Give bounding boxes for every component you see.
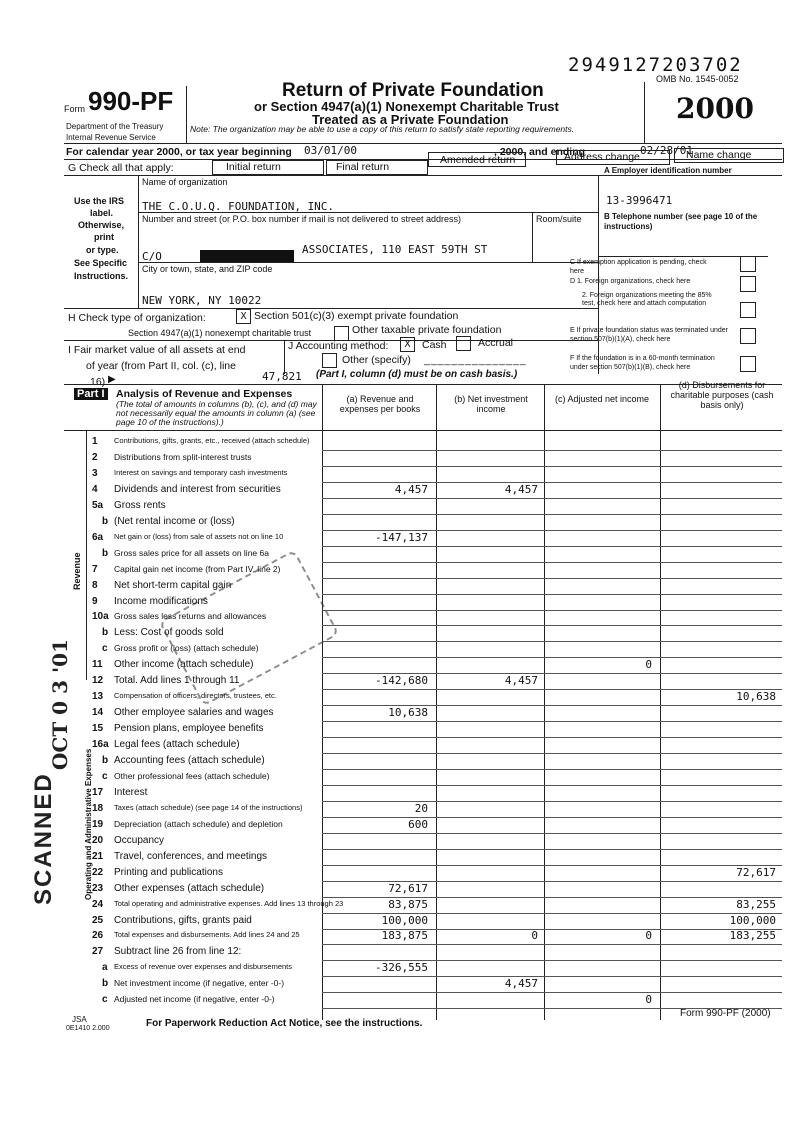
name-change-label: Name change — [686, 149, 752, 161]
row-rule — [322, 817, 782, 818]
line-number: 4 — [92, 484, 98, 495]
expenses-side-label: Operating and Administrative Expenses — [84, 748, 93, 900]
g-check-label: G Check all that apply: — [68, 162, 174, 174]
line-number: 27 — [92, 946, 104, 957]
line-label: Other income (attach schedule) — [114, 659, 254, 670]
c-exemption-checkbox[interactable] — [740, 256, 756, 272]
h-4947-label: Section 4947(a)(1) nonexempt charitable trust — [128, 328, 312, 338]
j-accounting-label: J Accounting method: — [288, 340, 389, 352]
row-rule — [322, 562, 782, 563]
row-rule — [322, 737, 782, 738]
row-rule — [322, 498, 782, 499]
initial-return-label: Initial return — [226, 161, 281, 173]
line-number: 22 — [92, 867, 104, 878]
use-irs-label-4: print — [94, 232, 114, 242]
street-prefix[interactable]: C/O — [142, 250, 162, 263]
amount-col-c[interactable]: 0 — [645, 929, 652, 942]
row-rule — [322, 514, 782, 515]
amount-col-a[interactable]: 20 — [414, 802, 428, 815]
amount-col-d[interactable]: 83,255 — [736, 898, 776, 911]
row-rule — [322, 865, 782, 866]
amount-col-b[interactable]: 4,457 — [504, 674, 538, 687]
line-label: Contributions, gifts, grants, etc., received (attach schedule) — [114, 436, 310, 445]
i-fmv-label-3: 16) — [90, 376, 106, 388]
line-number: b — [102, 978, 109, 989]
d1-foreign-label: D 1. Foreign organizations, check here — [570, 278, 691, 285]
department-label: Department of the Treasury — [66, 122, 164, 131]
line-number: 11 — [92, 659, 103, 670]
line-number: 24 — [92, 899, 104, 910]
part1-subtitle: (The total of amounts in columns (b), (c), and (d) may not necessarily equal the amounts in column (a) (see page 10 of the instructions).) — [116, 399, 317, 427]
line-number: b — [102, 755, 109, 766]
use-irs-label-5: or type. — [86, 245, 119, 255]
line-number: 26 — [92, 930, 104, 941]
line-number: a — [102, 962, 108, 973]
row-rule — [322, 721, 782, 722]
city-state-zip[interactable]: NEW YORK, NY 10022 — [142, 294, 262, 307]
redacted-name — [200, 250, 294, 262]
reporting-note: Note: The organization may be able to use a copy of this return to satisfy state reporting requirements. — [190, 124, 575, 134]
line-label: Dividends and interest from securities — [114, 484, 281, 495]
amount-col-a[interactable]: 183,875 — [381, 929, 428, 942]
final-return-label: Final return — [336, 161, 390, 173]
j-other-label: Other (specify) — [342, 354, 411, 366]
line-number: b — [102, 627, 109, 638]
line-label: Capital gain net income (from Part IV, line 2) — [114, 564, 281, 574]
address-change-label: Address change — [564, 151, 640, 163]
line-label: Interest on savings and temporary cash investments — [114, 468, 288, 477]
line-label: Gross sales less returns and allowances — [114, 611, 267, 621]
d1-foreign-checkbox[interactable] — [740, 276, 756, 292]
line-number: 10a — [92, 611, 109, 622]
h-4947-checkbox[interactable] — [334, 326, 349, 341]
scanned-stamp: SCANNED — [30, 772, 57, 905]
ein-value[interactable]: 13-3996471 — [606, 194, 673, 207]
line-label: Gross rents — [114, 500, 166, 511]
amount-col-a[interactable]: -326,555 — [375, 961, 428, 974]
h-type-label: H Check type of organization: — [68, 312, 206, 324]
footer-form: Form 990-PF (2000) — [680, 1008, 771, 1019]
line-label: Net investment income (if negative, enter -0-) — [114, 978, 285, 988]
line-label: Subtract line 26 from line 12: — [114, 946, 242, 957]
part1-badge: Part I — [74, 388, 108, 400]
row-rule — [322, 689, 782, 690]
j-accrual-checkbox[interactable] — [456, 336, 471, 351]
j-cash-label: Cash — [422, 339, 447, 351]
col-c-header: (c) Adjusted net income — [554, 394, 650, 404]
amount-col-d[interactable]: 72,617 — [736, 866, 776, 879]
row-rule — [322, 546, 782, 547]
amended-return-checkbox[interactable] — [428, 152, 526, 167]
line-label: Legal fees (attach schedule) — [114, 739, 240, 750]
row-rule — [322, 482, 782, 483]
received-date-stamp: OCT 0 3 '01 — [48, 639, 72, 770]
line-label: Interest — [114, 787, 148, 798]
amount-col-b[interactable]: 0 — [531, 929, 538, 942]
line-label: Other professional fees (attach schedule) — [114, 771, 270, 781]
use-irs-label-3: Otherwise, — [78, 220, 125, 230]
line-number: 18 — [92, 803, 104, 814]
street-label: Number and street (or P.O. box number if mail is not delivered to street address) — [142, 214, 461, 224]
line-label: Gross profit or (loss) (attach schedule) — [114, 643, 259, 653]
row-rule — [322, 466, 782, 467]
row-rule — [322, 849, 782, 850]
i-fmv-value[interactable]: 47,821 — [262, 370, 302, 383]
footer-jsa: JSA — [72, 1015, 87, 1024]
form-label: Form — [64, 104, 85, 114]
line-label: Compensation of officers, directors, trustees, etc. — [114, 691, 277, 700]
form-number: 990-PF — [88, 86, 174, 116]
line-number: c — [102, 771, 108, 782]
line-number: 25 — [92, 915, 104, 926]
amount-col-b[interactable]: 4,457 — [504, 483, 538, 496]
row-rule — [322, 753, 782, 754]
footer-code: 0E1410 2.000 — [66, 1025, 110, 1032]
line-label: Distributions from split-interest trusts — [114, 452, 252, 462]
line-number: 20 — [92, 835, 104, 846]
amount-col-a[interactable]: 100,000 — [381, 914, 428, 927]
amended-return-label: Amended return — [440, 154, 516, 166]
e-status-label: E If private foundation status was terminated under section 507(b)(1)(A), check here — [570, 327, 728, 343]
amount-col-d[interactable]: 100,000 — [729, 914, 776, 927]
org-name[interactable]: THE C.O.U.Q. FOUNDATION, INC. — [142, 200, 335, 213]
street-address[interactable]: ASSOCIATES, 110 EAST 59TH ST — [302, 243, 488, 256]
tax-year: 2000 — [676, 92, 754, 125]
line-label: Total. Add lines 1 through 11 — [114, 675, 240, 686]
d2-foreign-checkbox[interactable] — [740, 302, 756, 318]
amount-col-c[interactable]: 0 — [645, 658, 652, 671]
line-number: 13 — [92, 691, 104, 702]
line-number: 23 — [92, 883, 104, 894]
line-number: 8 — [92, 580, 98, 591]
h-501c3-checkbox[interactable]: X — [236, 309, 251, 324]
line-number: 16a — [92, 739, 109, 750]
line-number: 9 — [92, 596, 98, 607]
row-rule — [322, 992, 782, 993]
amount-col-a[interactable]: -147,137 — [375, 531, 428, 544]
amount-col-a[interactable]: 10,638 — [388, 706, 428, 719]
use-irs-label-2: label. — [90, 208, 114, 218]
form-title: Return of Private Foundation — [282, 80, 544, 101]
tax-year-end[interactable]: 02/28/01 — [640, 144, 693, 157]
line-label: Printing and publications — [114, 867, 223, 878]
i-fmv-arrow: ▶ — [108, 374, 116, 385]
f-termination-checkbox[interactable] — [740, 356, 756, 372]
amount-col-a[interactable]: 83,875 — [388, 898, 428, 911]
amount-col-a[interactable]: 600 — [408, 818, 428, 831]
col-d-header: (d) Disbursements for charitable purposes (cash basis only) — [670, 380, 774, 410]
line-label: Pension plans, employee benefits — [114, 723, 264, 734]
tax-year-begin[interactable]: 03/01/00 — [304, 144, 357, 157]
line-label: Income modifications — [114, 596, 208, 607]
j-other-checkbox[interactable] — [322, 353, 337, 368]
row-rule — [322, 610, 782, 611]
line-label: Total expenses and disbursements. Add lines 24 and 25 — [114, 930, 300, 939]
line-number: 1 — [92, 436, 98, 447]
row-rule — [322, 769, 782, 770]
f-termination-label: F If the foundation is in a 60-month termination under section 507(b)(1)(B), check here — [570, 355, 715, 371]
line-number: 14 — [92, 707, 104, 718]
h-other-label: Other taxable private foundation — [352, 324, 502, 336]
row-rule — [322, 594, 782, 595]
use-irs-label-6: See Specific — [74, 258, 128, 268]
amount-col-d[interactable]: 183,255 — [729, 929, 776, 942]
d2-foreign-label: 2. Foreign organizations meeting the 85% test, check here and attach computation — [582, 292, 712, 307]
document-locator-number: 2949127203702 — [568, 54, 743, 76]
city-label: City or town, state, and ZIP code — [142, 264, 273, 274]
ein-label: A Employer identification number — [604, 166, 732, 175]
form-subtitle-2: Treated as a Private Foundation — [312, 112, 509, 127]
e-status-checkbox[interactable] — [740, 328, 756, 344]
line-number: 12 — [92, 675, 104, 686]
j-cash-basis-note: (Part I, column (d) must be on cash basis.) — [316, 369, 518, 380]
line-label: (Net rental income or (loss) — [114, 516, 235, 527]
line-label: Travel, conferences, and meetings — [114, 851, 268, 862]
line-number: 6a — [92, 532, 104, 543]
form-subtitle: or Section 4947(a)(1) Nonexempt Charitable Trust — [254, 99, 559, 114]
amount-col-a[interactable]: -142,680 — [375, 674, 428, 687]
line-label: Gross sales price for all assets on line 6a — [114, 548, 269, 558]
c-exemption-label: C If exemption application is pending, check here — [570, 259, 707, 275]
omb-number: OMB No. 1545-0052 — [656, 74, 739, 84]
amount-col-a[interactable]: 72,617 — [388, 882, 428, 895]
row-rule — [322, 944, 782, 945]
irs-label: Internal Revenue Service — [66, 133, 156, 142]
phone-label: B Telephone number (see page 10 of the instructions) — [604, 212, 758, 231]
row-rule — [322, 976, 782, 977]
line-label: Depreciation (attach schedule) and depletion — [114, 819, 283, 829]
amount-col-c[interactable]: 0 — [645, 993, 652, 1006]
line-number: 19 — [92, 819, 104, 830]
col-a-header: (a) Revenue and expenses per books — [339, 394, 421, 414]
revenue-side-label: Revenue — [72, 552, 82, 590]
room-suite-label: Room/suite — [536, 214, 582, 224]
line-number: 5a — [92, 500, 104, 511]
i-fmv-label-2: of year (from Part II, col. (c), line — [86, 360, 236, 372]
line-number: 7 — [92, 564, 98, 575]
line-label: Other employee salaries and wages — [114, 707, 274, 718]
line-label: Other expenses (attach schedule) — [114, 883, 265, 894]
line-number: b — [102, 548, 109, 559]
line-label: Net gain or (loss) from sale of assets not on line 10 — [114, 532, 284, 541]
j-other-underline: _______________ — [424, 354, 527, 366]
line-number: 2 — [92, 452, 98, 463]
row-rule — [322, 450, 782, 451]
col-b-header: (b) Net investment income — [454, 394, 528, 414]
j-accrual-label: Accrual — [478, 337, 514, 349]
row-rule — [322, 833, 782, 834]
h-501c3-label: Section 501(c)(3) exempt private foundation — [254, 310, 459, 322]
line-label: Occupancy — [114, 835, 165, 846]
line-label: Total operating and administrative expenses. Add lines 13 through 23 — [114, 899, 344, 908]
amount-col-d[interactable]: 10,638 — [736, 690, 776, 703]
line-label: Excess of revenue over expenses and disbursements — [114, 962, 293, 971]
line-number: 17 — [92, 787, 104, 798]
j-cash-checkbox[interactable]: X — [400, 337, 415, 352]
use-irs-label-1: Use the IRS — [74, 196, 125, 206]
line-label: Less: Cost of goods sold — [114, 627, 224, 638]
line-number: 15 — [92, 723, 104, 734]
part1-title: Analysis of Revenue and Expenses — [116, 388, 293, 400]
amount-col-b[interactable]: 4,457 — [504, 977, 538, 990]
line-number: c — [102, 994, 108, 1005]
line-number: 21 — [92, 851, 104, 862]
calendar-year-label: For calendar year 2000, or tax year beginning — [66, 146, 292, 158]
row-rule — [322, 785, 782, 786]
line-label: Taxes (attach schedule) (see page 14 of the instructions) — [114, 803, 303, 812]
org-name-label: Name of organization — [142, 177, 228, 187]
row-rule — [322, 625, 782, 626]
line-number: 3 — [92, 468, 98, 479]
row-rule — [322, 578, 782, 579]
i-fmv-label: I Fair market value of all assets at end — [68, 344, 246, 356]
line-number: c — [102, 643, 108, 654]
line-label: Adjusted net income (if negative, enter -0-) — [114, 994, 275, 1004]
and-ending-label: , 2000, and ending — [494, 146, 586, 158]
line-label: Net short-term capital gain — [114, 580, 232, 591]
line-number: b — [102, 516, 109, 527]
line-label: Contributions, gifts, grants paid — [114, 915, 252, 926]
footer-notice: For Paperwork Reduction Act Notice, see the instructions. — [146, 1018, 423, 1029]
amount-col-a[interactable]: 4,457 — [394, 483, 428, 496]
row-rule — [322, 801, 782, 802]
use-irs-label-7: Instructions. — [74, 271, 129, 281]
line-label: Accounting fees (attach schedule) — [114, 755, 265, 766]
row-rule — [322, 657, 782, 658]
row-rule — [322, 641, 782, 642]
